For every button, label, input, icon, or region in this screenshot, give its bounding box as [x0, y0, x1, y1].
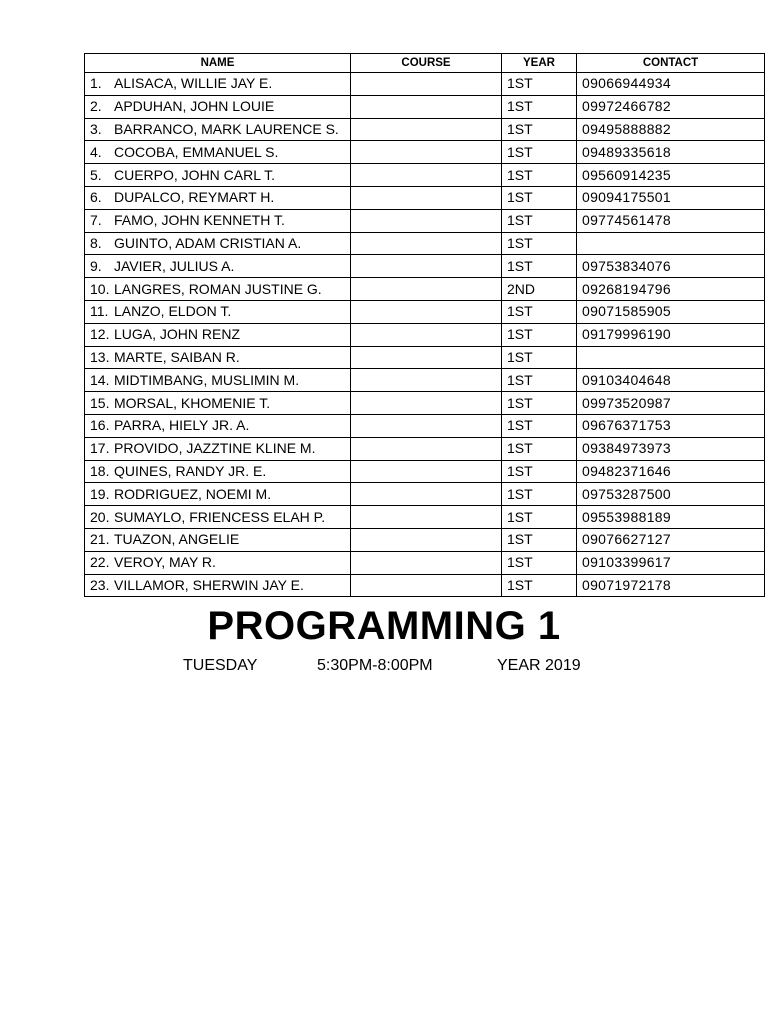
year-column-header: YEAR [502, 54, 577, 73]
contact-cell: 09676371753 [577, 414, 765, 437]
name-column-header: NAME [85, 54, 351, 73]
student-name: LANZO, ELDON T. [114, 303, 232, 320]
table-body [85, 73, 765, 597]
student-name-cell [85, 73, 351, 96]
course-cell [351, 232, 502, 255]
table-row [85, 323, 765, 346]
table-row [85, 255, 765, 278]
row-number: 22. [90, 554, 110, 571]
contact-cell: 09972466782 [577, 95, 765, 118]
student-name: VILLAMOR, SHERWIN JAY E. [114, 576, 304, 593]
table-row [85, 186, 765, 209]
student-name: QUINES, RANDY JR. E. [114, 462, 267, 479]
year-cell: 1ST [502, 483, 577, 506]
student-name: PROVIDO, JAZZTINE KLINE M. [114, 440, 316, 457]
course-cell [351, 460, 502, 483]
contact-cell: 09094175501 [577, 186, 765, 209]
student-name: FAMO, JOHN KENNETH T. [114, 212, 285, 229]
student-name-cell [85, 300, 351, 323]
student-name: PARRA, HIELY JR. A. [114, 417, 250, 434]
student-name-cell [85, 209, 351, 232]
student-name: VEROY, MAY R. [114, 554, 216, 571]
course-cell [351, 255, 502, 278]
table-row [85, 95, 765, 118]
row-number: 7. [90, 212, 102, 229]
schedule-line [0, 655, 768, 677]
contact-cell: 09973520987 [577, 392, 765, 415]
student-name-cell [85, 506, 351, 529]
table-row [85, 574, 765, 597]
contact-cell: 09066944934 [577, 73, 765, 96]
row-number: 12. [90, 326, 110, 343]
contact-cell: 09071972178 [577, 574, 765, 597]
student-name-cell [85, 346, 351, 369]
header-row [85, 54, 765, 73]
table-row [85, 369, 765, 392]
student-name-cell [85, 186, 351, 209]
row-number: 14. [90, 371, 110, 388]
table-row [85, 278, 765, 301]
row-number: 11. [90, 303, 109, 320]
row-number: 4. [90, 143, 102, 160]
course-column-header: COURSE [351, 54, 502, 73]
student-name: CUERPO, JOHN CARL T. [114, 166, 276, 183]
student-name-cell [85, 528, 351, 551]
row-number: 10. [90, 280, 110, 297]
table-row [85, 232, 765, 255]
year-cell: 1ST [502, 141, 577, 164]
year-cell: 1ST [502, 506, 577, 529]
table-row [85, 392, 765, 415]
student-name-cell [85, 369, 351, 392]
student-name-cell [85, 483, 351, 506]
student-name: COCOBA, EMMANUEL S. [114, 143, 279, 160]
year-cell: 1ST [502, 232, 577, 255]
contact-cell: 09553988189 [577, 506, 765, 529]
year-cell: 1ST [502, 551, 577, 574]
table-row [85, 73, 765, 96]
student-name-cell [85, 392, 351, 415]
row-number: 5. [90, 166, 102, 183]
course-title: PROGRAMMING 1 [207, 604, 561, 648]
course-cell [351, 369, 502, 392]
student-name: RODRIGUEZ, NOEMI M. [114, 485, 272, 502]
student-name-cell [85, 574, 351, 597]
course-cell [351, 164, 502, 187]
year-cell: 2ND [502, 278, 577, 301]
contact-cell: 09384973973 [577, 437, 765, 460]
year-cell: 1ST [502, 118, 577, 141]
student-name-cell [85, 278, 351, 301]
table-row [85, 346, 765, 369]
row-number: 20. [90, 508, 110, 525]
table-row [85, 528, 765, 551]
course-cell [351, 209, 502, 232]
contact-cell: 09482371646 [577, 460, 765, 483]
course-cell [351, 141, 502, 164]
student-name-cell [85, 255, 351, 278]
student-name: SUMAYLO, FRIENCESS ELAH P. [114, 508, 326, 525]
table-row [85, 164, 765, 187]
course-cell [351, 278, 502, 301]
row-number: 16. [90, 417, 110, 434]
student-name: MARTE, SAIBAN R. [114, 348, 240, 365]
year-cell: 1ST [502, 95, 577, 118]
student-name-cell [85, 164, 351, 187]
course-cell [351, 551, 502, 574]
row-number: 18. [90, 462, 110, 479]
student-name: MIDTIMBANG, MUSLIMIN M. [114, 371, 300, 388]
table-row [85, 300, 765, 323]
contact-cell: 09268194796 [577, 278, 765, 301]
year-cell: 1ST [502, 209, 577, 232]
row-number: 17. [90, 440, 110, 457]
row-number: 19. [90, 485, 110, 502]
student-name-cell [85, 551, 351, 574]
contact-cell: 09489335618 [577, 141, 765, 164]
table-header [85, 54, 765, 73]
row-number: 3. [90, 120, 102, 137]
student-roster-table [84, 53, 765, 597]
contact-cell: 09179996190 [577, 323, 765, 346]
course-cell [351, 346, 502, 369]
year-cell: 1ST [502, 574, 577, 597]
contact-column-header: CONTACT [577, 54, 765, 73]
table-row [85, 209, 765, 232]
table-row [85, 141, 765, 164]
year-cell: 1ST [502, 392, 577, 415]
course-cell [351, 483, 502, 506]
student-name: GUINTO, ADAM CRISTIAN A. [114, 234, 302, 251]
course-cell [351, 73, 502, 96]
table-row [85, 483, 765, 506]
student-name-cell [85, 141, 351, 164]
student-name: LUGA, JOHN RENZ [114, 326, 241, 343]
year-cell: 1ST [502, 255, 577, 278]
row-number: 21. [90, 531, 110, 548]
year-cell: 1ST [502, 300, 577, 323]
course-cell [351, 392, 502, 415]
contact-cell [577, 232, 765, 255]
student-name: DUPALCO, REYMART H. [114, 189, 275, 206]
year-cell: 1ST [502, 323, 577, 346]
student-name-cell [85, 414, 351, 437]
contact-cell: 09495888882 [577, 118, 765, 141]
student-name: TUAZON, ANGELIE [114, 531, 240, 548]
contact-cell: 09103404648 [577, 369, 765, 392]
contact-cell: 09753287500 [577, 483, 765, 506]
contact-cell: 09560914235 [577, 164, 765, 187]
student-name-cell [85, 437, 351, 460]
table-row [85, 118, 765, 141]
row-number: 8. [90, 234, 102, 251]
course-cell [351, 414, 502, 437]
contact-cell: 09753834076 [577, 255, 765, 278]
course-cell [351, 186, 502, 209]
row-number: 13. [90, 348, 110, 365]
contact-cell: 09103399617 [577, 551, 765, 574]
contact-cell: 09774561478 [577, 209, 765, 232]
row-number: 1. [90, 75, 102, 92]
year-cell: 1ST [502, 369, 577, 392]
row-number: 9. [90, 257, 102, 274]
year-cell: 1ST [502, 346, 577, 369]
schedule-day: TUESDAY [183, 657, 258, 674]
schedule-year: YEAR 2019 [497, 657, 581, 674]
row-number: 15. [90, 394, 110, 411]
student-name: APDUHAN, JOHN LOUIE [114, 98, 275, 115]
student-name-cell [85, 460, 351, 483]
contact-cell: 09071585905 [577, 300, 765, 323]
table-row [85, 506, 765, 529]
row-number: 6. [90, 189, 102, 206]
course-cell [351, 323, 502, 346]
row-number: 23. [90, 576, 110, 593]
contact-cell [577, 346, 765, 369]
course-cell [351, 574, 502, 597]
student-name: MORSAL, KHOMENIE T. [114, 394, 271, 411]
student-name: LANGRES, ROMAN JUSTINE G. [114, 280, 322, 297]
table-row [85, 460, 765, 483]
student-name-cell [85, 118, 351, 141]
table-row [85, 414, 765, 437]
student-name: JAVIER, JULIUS A. [114, 257, 235, 274]
year-cell: 1ST [502, 460, 577, 483]
course-cell [351, 118, 502, 141]
year-cell: 1ST [502, 437, 577, 460]
contact-cell: 09076627127 [577, 528, 765, 551]
student-name: ALISACA, WILLIE JAY E. [114, 75, 273, 92]
student-name-cell [85, 232, 351, 255]
course-cell [351, 528, 502, 551]
year-cell: 1ST [502, 414, 577, 437]
year-cell: 1ST [502, 186, 577, 209]
student-name-cell [85, 323, 351, 346]
course-cell [351, 300, 502, 323]
table-row [85, 437, 765, 460]
student-name-cell [85, 95, 351, 118]
year-cell: 1ST [502, 164, 577, 187]
year-cell: 1ST [502, 528, 577, 551]
schedule-time: 5:30PM-8:00PM [317, 657, 433, 674]
course-cell [351, 95, 502, 118]
course-cell [351, 506, 502, 529]
year-cell: 1ST [502, 73, 577, 96]
course-cell [351, 437, 502, 460]
student-name: BARRANCO, MARK LAURENCE S. [114, 120, 339, 137]
table-row [85, 551, 765, 574]
row-number: 2. [90, 98, 102, 115]
